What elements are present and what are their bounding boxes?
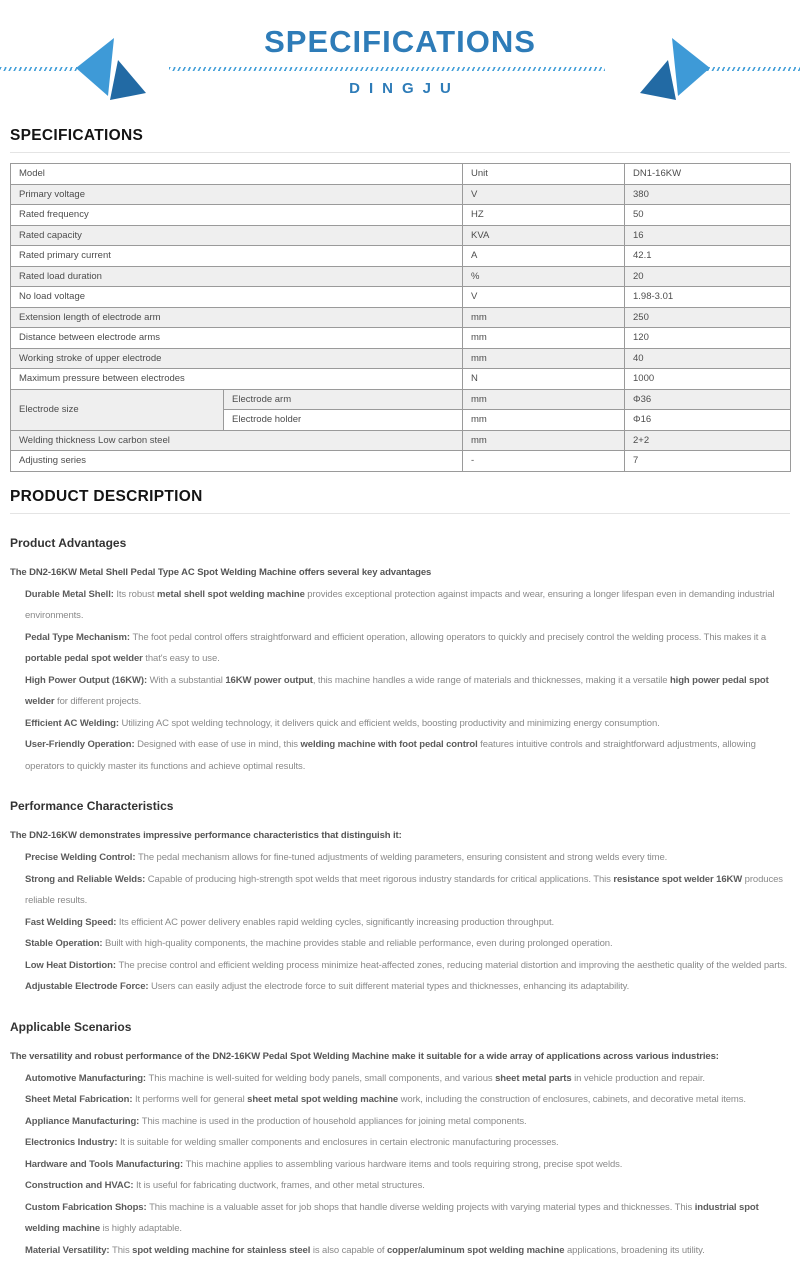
spec-label: Extension length of electrode arm	[11, 307, 463, 328]
item-bold-text: resistance spot welder 16KW	[613, 873, 743, 885]
description-item	[10, 869, 790, 912]
description-item	[10, 1197, 790, 1240]
item-bold-text: welding machine with foot pedal control	[300, 739, 478, 750]
item-text: Its efficient AC power delivery enables rapid welding cycles, significantly increasing production throughput.	[118, 916, 555, 928]
item-bold-text: sheet metal spot welding machine	[247, 1094, 399, 1105]
item-bold-text: Hardware and Tools Manufacturing:	[25, 1158, 186, 1170]
item-text: The pedal mechanism allows for fine-tuned adjustments of welding parameters, ensuring consistent and strong welds every time.	[137, 852, 668, 863]
description-item	[10, 1175, 790, 1197]
description-item	[10, 955, 790, 977]
table-row	[11, 389, 791, 410]
item-bold-text: High Power Output (16KW):	[25, 674, 150, 686]
table-row	[11, 328, 791, 349]
banner-subtitle: DINGJU	[349, 80, 460, 97]
spec-value: 42.1	[625, 246, 791, 267]
item-text: features intuitive controls and straightforward adjustments, allowing operators to quickly master its functions and achieve optimal results.	[25, 739, 756, 772]
description-item	[10, 1111, 790, 1133]
item-bold-text: User-Friendly Operation:	[25, 739, 138, 750]
item-bold-text: Sheet Metal Fabrication:	[25, 1094, 135, 1105]
spec-value: DN1-16KW	[625, 164, 791, 185]
spec-unit: mm	[463, 389, 625, 410]
spec-label: Adjusting series	[11, 451, 463, 472]
item-bold-text: sheet metal parts	[495, 1072, 572, 1084]
spec-unit: Unit	[463, 164, 625, 185]
section-intro: The DN2-16KW demonstrates impressive performance characteristics that distinguish it:	[10, 830, 402, 841]
description-item	[10, 713, 790, 735]
item-bold-text: Appliance Manufacturing:	[25, 1115, 142, 1127]
item-bold-text: copper/aluminum spot welding machine	[386, 1244, 565, 1256]
description-item	[10, 976, 790, 998]
heading-divider	[10, 513, 790, 514]
item-text: With a substantial	[149, 674, 226, 686]
item-text: This machine is well-suited for welding body panels, small components, and various	[148, 1072, 496, 1084]
item-text: The foot pedal control offers straightforward and efficient operation, allowing operators to quickly and precisely control the welding process. This makes it a	[132, 631, 767, 643]
item-bold-text: Electronics Industry:	[25, 1137, 120, 1148]
spec-label: Distance between electrode arms	[11, 328, 463, 349]
item-bold-text: Automotive Manufacturing:	[25, 1072, 149, 1084]
spec-value: 380	[625, 184, 791, 205]
table-row	[11, 287, 791, 308]
table-row	[11, 266, 791, 287]
item-text: work, including the construction of enclosures, cabinets, and decorative metal items.	[398, 1094, 746, 1105]
item-text: that's easy to use.	[142, 653, 220, 664]
description-item	[10, 627, 790, 670]
spec-value: 50	[625, 205, 791, 226]
description-item	[10, 734, 790, 777]
spec-unit: V	[463, 287, 625, 308]
section-intro: The versatility and robust performance of the DN2-16KW Pedal Spot Welding Machine make it suitable for a wide array of applications across various industries:	[10, 1050, 719, 1062]
item-text: applications, broadening its utility.	[564, 1244, 705, 1256]
table-row	[11, 225, 791, 246]
item-text: provides exceptional protection against impacts and wear, ensuring a longer lifespan even in demanding industrial environments.	[25, 588, 775, 621]
item-bold-text: spot welding machine for stainless steel	[132, 1244, 311, 1256]
item-text: This	[112, 1244, 133, 1256]
item-text: is highly adaptable.	[100, 1223, 182, 1234]
item-text: The precise control and efficient welding process minimize heat-affected zones, reducing material distortion and improving the aesthetic quality of the welded parts.	[118, 959, 788, 971]
item-text: Capable of producing high-strength spot welds that meet rigorous industry standards for critical applications. This	[147, 873, 614, 885]
spec-label: Model	[11, 164, 463, 185]
table-row	[11, 184, 791, 205]
spec-unit: mm	[463, 410, 625, 431]
page-banner	[0, 0, 800, 114]
item-bold-text: Low Heat Distortion:	[25, 959, 119, 971]
spec-value: Φ36	[625, 389, 791, 410]
item-bold-text: Precise Welding Control:	[25, 852, 138, 863]
item-text: Users can easily adjust the electrode force to suit different material types and thicknesses, enhancing its adaptability.	[151, 981, 630, 992]
description-item	[10, 584, 790, 627]
item-bold-text: Fast Welding Speed:	[25, 916, 119, 928]
item-text: This machine is a valuable asset for job shops that handle diverse welding projects with varying material types and thicknesses. This	[149, 1201, 695, 1213]
table-row	[11, 430, 791, 451]
item-text: , this machine handles a wide range of materials and thicknesses, making it a versatile	[312, 674, 670, 686]
section-title: Applicable Scenarios	[10, 1019, 132, 1034]
product-description-body	[10, 536, 790, 1262]
spec-label: Rated frequency	[11, 205, 463, 226]
spec-unit: V	[463, 184, 625, 205]
banner-dash-line-middle	[169, 67, 605, 71]
spec-unit: mm	[463, 430, 625, 451]
description-item	[10, 1240, 790, 1262]
section-title: Performance Characteristics	[10, 799, 174, 813]
item-text: Built with high-quality components, the machine provides stable and reliable performance, even during prolonged operation.	[105, 938, 613, 949]
description-item	[10, 1089, 790, 1111]
spec-label: Working stroke of upper electrode	[11, 348, 463, 369]
item-bold-text: Efficient AC Welding:	[25, 717, 122, 729]
spec-unit: mm	[463, 348, 625, 369]
spec-value: 250	[625, 307, 791, 328]
item-text: is also capable of	[310, 1244, 387, 1256]
description-item	[10, 847, 790, 869]
item-text: It is useful for fabricating ductwork, frames, and other metal structures.	[136, 1180, 425, 1191]
spec-value: 1000	[625, 369, 791, 390]
spec-value: Φ16	[625, 410, 791, 431]
item-text: Utilizing AC spot welding technology, it delivers quick and efficient welds, boosting productivity and minimizing energy consumption.	[121, 717, 660, 729]
item-text: for different projects.	[54, 696, 142, 707]
item-bold-text: 16KW power output	[225, 674, 313, 686]
table-row	[11, 164, 791, 185]
specifications-heading: SPECIFICATIONS	[10, 127, 144, 144]
banner-dash-line-left	[0, 67, 82, 71]
table-row	[11, 451, 791, 472]
spec-unit: mm	[463, 307, 625, 328]
spec-unit: KVA	[463, 225, 625, 246]
table-row	[11, 369, 791, 390]
spec-unit: -	[463, 451, 625, 472]
item-bold-text: Custom Fabrication Shops:	[25, 1201, 150, 1213]
spec-unit: %	[463, 266, 625, 287]
spec-label: Rated capacity	[11, 225, 463, 246]
item-bold-text: Material Versatility:	[25, 1244, 113, 1256]
description-item	[10, 1068, 790, 1090]
spec-unit: N	[463, 369, 625, 390]
spec-label: Maximum pressure between electrodes	[11, 369, 463, 390]
description-item	[10, 933, 790, 955]
spec-label: Electrode size	[11, 389, 224, 430]
banner-title: SPECIFICATIONS	[264, 24, 536, 59]
spec-label: Welding thickness Low carbon steel	[11, 430, 463, 451]
item-text: Designed with ease of use in mind, this	[137, 739, 301, 750]
item-text: It is suitable for welding smaller components and enclosures in certain electronic manufacturing processes.	[119, 1137, 559, 1148]
spec-unit: mm	[463, 328, 625, 349]
table-row	[11, 205, 791, 226]
spec-value: 40	[625, 348, 791, 369]
section-title: Product Advantages	[10, 535, 127, 550]
spec-value: 7	[625, 451, 791, 472]
item-bold-text: Strong and Reliable Welds:	[25, 873, 148, 885]
item-bold-text: Construction and HVAC:	[25, 1180, 136, 1191]
item-text: It performs well for general	[134, 1094, 248, 1105]
spec-label: Rated load duration	[11, 266, 463, 287]
item-text: This machine is used in the production of household appliances for joining metal components.	[141, 1115, 527, 1127]
spec-unit: A	[463, 246, 625, 267]
table-row	[11, 246, 791, 267]
description-item	[10, 1154, 790, 1176]
spec-sub-label: Electrode arm	[224, 389, 463, 410]
description-item	[10, 1132, 790, 1154]
item-bold-text: portable pedal spot welder	[25, 653, 143, 664]
item-text: This machine applies to assembling various hardware items and tools requiring strong, precise spot welds.	[185, 1158, 623, 1170]
spec-table	[10, 163, 791, 472]
item-bold-text: Stable Operation:	[25, 938, 106, 949]
table-row	[11, 307, 791, 328]
item-bold-text: high power pedal spot welder	[25, 674, 769, 707]
spec-value: 16	[625, 225, 791, 246]
spec-value: 2+2	[625, 430, 791, 451]
item-bold-text: Durable Metal Shell:	[25, 588, 117, 600]
description-item	[10, 912, 790, 934]
description-item	[10, 670, 790, 713]
item-text: in vehicle production and repair.	[571, 1072, 705, 1084]
heading-divider	[10, 152, 790, 153]
spec-unit: HZ	[463, 205, 625, 226]
item-text: produces reliable results.	[25, 873, 783, 906]
item-bold-text: Pedal Type Mechanism:	[25, 631, 133, 643]
item-text: Its robust	[116, 588, 157, 600]
item-bold-text: Adjustable Electrode Force:	[25, 981, 152, 992]
item-bold-text: metal shell spot welding machine	[156, 588, 305, 600]
spec-label: Primary voltage	[11, 184, 463, 205]
spec-value: 20	[625, 266, 791, 287]
section-intro: The DN2-16KW Metal Shell Pedal Type AC Spot Welding Machine offers several key advantages	[10, 566, 432, 578]
spec-label: No load voltage	[11, 287, 463, 308]
spec-label: Rated primary current	[11, 246, 463, 267]
spec-value: 1.98-3.01	[625, 287, 791, 308]
spec-value: 120	[625, 328, 791, 349]
spec-sub-label: Electrode holder	[224, 410, 463, 431]
item-bold-text: industrial spot welding machine	[25, 1201, 759, 1234]
product-description-heading: PRODUCT DESCRIPTION	[10, 487, 203, 505]
table-row	[11, 348, 791, 369]
